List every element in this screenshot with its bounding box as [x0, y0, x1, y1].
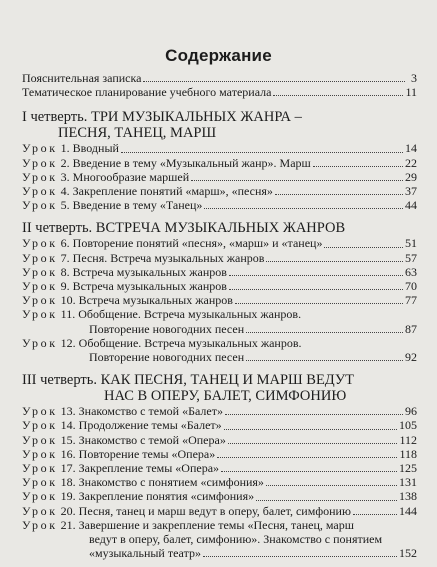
toc-entry[interactable]	[22, 447, 417, 461]
toc-entry[interactable]	[22, 461, 417, 475]
lesson-word: Урок	[22, 432, 58, 447]
quarter-heading-line: II четверть. ВСТРЕЧА МУЗЫКАЛЬНЫХ ЖАНРОВ	[22, 220, 346, 237]
dot-leader	[221, 471, 397, 472]
toc-entry-continued[interactable]	[22, 350, 417, 364]
entry-page: 105	[399, 418, 417, 433]
toc-entry[interactable]	[22, 156, 417, 170]
entry-title: Обобщение. Встреча музыкальных жанров.	[78, 335, 302, 350]
dot-leader	[228, 443, 398, 444]
entry-title: Закрепление темы «Опера»	[78, 461, 220, 476]
quarter-heading-line: III четверть. КАК ПЕСНЯ, ТАНЕЦ И МАРШ ВЕДУТ	[22, 372, 354, 389]
lesson-word: Урок	[22, 475, 58, 490]
lesson-num: 10.	[60, 293, 76, 308]
toc-entry[interactable]	[22, 293, 417, 307]
entry-title-continued: ведут в оперу, балет, симфонию». Знакомство с понятием	[89, 532, 383, 547]
entry-page: 44	[405, 198, 417, 213]
lesson-num: 15.	[60, 432, 76, 447]
page-title: Содержание	[165, 46, 272, 65]
toc-entry[interactable]	[22, 279, 417, 293]
lesson-num: 1.	[60, 141, 70, 156]
dot-leader	[275, 194, 403, 195]
dot-leader	[324, 247, 403, 248]
lesson-word: Урок	[22, 250, 58, 265]
entry-page: 57	[405, 250, 417, 265]
quarter-heading	[22, 220, 417, 236]
entry-page: 118	[399, 446, 417, 461]
dot-leader	[266, 485, 397, 486]
dot-leader	[235, 303, 403, 304]
lesson-num: 19.	[60, 489, 76, 504]
entry-title-continued: Повторение новогодних песен	[89, 321, 245, 336]
lesson-word: Урок	[22, 198, 58, 213]
dot-leader	[121, 152, 403, 153]
lesson-num: 6.	[60, 236, 70, 251]
quarter-heading-line: ПЕСНЯ, ТАНЕЦ, МАРШ	[58, 125, 217, 142]
lesson-num: 11.	[60, 307, 76, 322]
quarter-heading-line: I четверть. ТРИ МУЗЫКАЛЬНЫХ ЖАНРА –	[22, 109, 302, 126]
lesson-num: 5.	[60, 198, 70, 213]
entry-page: 77	[405, 293, 417, 308]
entry-page: 14	[405, 141, 417, 156]
toc-entry[interactable]	[22, 141, 417, 155]
dot-leader	[273, 95, 403, 96]
toc-entry[interactable]	[22, 489, 417, 503]
entry-title: Встреча музыкальных жанров	[72, 264, 227, 279]
entry-page: 112	[399, 432, 417, 447]
dot-leader	[246, 332, 403, 333]
lesson-num: 3.	[60, 169, 70, 184]
quarter-heading	[22, 372, 417, 404]
lesson-num: 2.	[60, 155, 70, 170]
entry-title-continued: «музыкальный театр»	[89, 546, 201, 561]
entry-page: 63	[405, 264, 417, 279]
toc-entry[interactable]	[22, 307, 417, 321]
lesson-word: Урок	[22, 461, 58, 476]
entry-title: Знакомство с понятием «симфония»	[78, 475, 264, 490]
entry-title: Знакомство с темой «Балет»	[78, 404, 223, 419]
dot-leader	[313, 166, 403, 167]
dot-leader	[229, 275, 403, 276]
toc-entry[interactable]	[22, 418, 417, 432]
dot-leader	[225, 414, 403, 415]
entry-title: Вводный	[72, 141, 119, 156]
entry-title: Закрепление понятия «симфония»	[78, 489, 255, 504]
entry-title: Многообразие маршей	[72, 169, 190, 184]
entry-title: Закрепление понятий «марш», «песня»	[72, 184, 273, 199]
lesson-num: 16.	[60, 446, 76, 461]
entry-page: 87	[405, 321, 417, 336]
entry-page: 96	[405, 404, 417, 419]
lesson-word: Урок	[22, 184, 58, 199]
entry-page: 131	[399, 475, 417, 490]
dot-leader	[217, 457, 397, 458]
entry-title: Обобщение. Встреча музыкальных жанров.	[78, 307, 302, 322]
quarter-heading-line: НАС В ОПЕРУ, БАЛЕТ, СИМФОНИЮ	[104, 388, 347, 405]
lesson-word: Урок	[22, 503, 58, 518]
toc-entry[interactable]	[22, 251, 417, 265]
lesson-num: 18.	[60, 475, 76, 490]
dot-leader	[246, 360, 403, 361]
entry-page: 37	[405, 184, 417, 199]
lesson-word: Урок	[22, 404, 58, 419]
quarter-heading	[22, 109, 417, 141]
entry-page: 92	[405, 350, 417, 365]
dot-leader	[256, 500, 397, 501]
toc-entry[interactable]	[22, 404, 417, 418]
entry-page: 138	[399, 489, 417, 504]
toc-entry-continued[interactable]	[22, 546, 417, 560]
dot-leader	[143, 81, 405, 82]
lesson-num: 7.	[60, 250, 70, 265]
lesson-word: Урок	[22, 489, 58, 504]
lesson-word: Урок	[22, 169, 58, 184]
lesson-word: Урок	[22, 517, 58, 532]
dot-leader	[229, 289, 403, 290]
dot-leader	[266, 261, 403, 262]
toc-entry[interactable]	[22, 184, 417, 198]
toc-content	[22, 71, 417, 560]
entry-title: Продолжение темы «Балет»	[78, 418, 222, 433]
entry-title: Тематическое планирование учебного материала	[22, 85, 272, 100]
lesson-num: 4.	[60, 184, 70, 199]
entry-title: Песня. Встреча музыкальных жанров	[72, 250, 265, 265]
entry-title: Введение в тему «Танец»	[72, 198, 203, 213]
dot-leader	[191, 180, 403, 181]
entry-title: Знакомство с темой «Опера»	[78, 432, 226, 447]
dot-leader	[204, 208, 403, 209]
lesson-word: Урок	[22, 335, 58, 350]
toc-entry[interactable]	[22, 236, 417, 250]
lesson-word: Урок	[22, 141, 58, 156]
entry-page: 3	[411, 71, 417, 85]
lesson-word: Урок	[22, 155, 58, 170]
entry-title-continued: Повторение новогодних песен	[89, 350, 245, 365]
entry-page: 70	[405, 279, 417, 294]
lesson-word: Урок	[22, 236, 58, 251]
toc-entry[interactable]	[22, 198, 417, 212]
dot-leader	[353, 514, 397, 515]
entry-page: 51	[405, 236, 417, 251]
lesson-num: 13.	[60, 404, 76, 419]
toc-entry[interactable]	[22, 433, 417, 447]
entry-title: Повторение темы «Опера»	[78, 446, 216, 461]
entry-page: 29	[405, 169, 417, 184]
toc-entry-continued[interactable]	[22, 322, 417, 336]
entry-page: 144	[399, 503, 417, 518]
entry-page: 152	[399, 546, 417, 561]
toc-entry[interactable]	[22, 71, 417, 85]
toc-entry[interactable]	[22, 518, 417, 532]
entry-title: Пояснительная записка	[22, 71, 142, 85]
lesson-num: 8.	[60, 264, 70, 279]
entry-title: Встреча музыкальных жанров	[78, 293, 233, 308]
lesson-num: 20.	[60, 503, 76, 518]
toc-entry[interactable]	[22, 475, 417, 489]
entry-page: 11	[405, 85, 417, 100]
lesson-num: 17.	[60, 461, 76, 476]
entry-title: Повторение понятий «песня», «марш» и «танец»	[72, 236, 323, 251]
lesson-word: Урок	[22, 418, 58, 433]
entry-title: Введение в тему «Музыкальный жанр». Марш	[72, 155, 311, 170]
lesson-word: Урок	[22, 293, 58, 308]
lesson-num: 12.	[60, 335, 76, 350]
entry-title: Завершение и закрепление темы «Песня, танец, марш	[78, 517, 354, 532]
dot-leader	[224, 429, 397, 430]
lesson-num: 9.	[60, 279, 70, 294]
lesson-num: 21.	[60, 517, 76, 532]
entry-page: 125	[399, 461, 417, 476]
toc-entry[interactable]	[22, 504, 417, 518]
dot-leader	[203, 556, 397, 557]
lesson-word: Урок	[22, 279, 58, 294]
intro-section	[22, 71, 417, 99]
lesson-word: Урок	[22, 307, 58, 322]
entry-page: 22	[405, 155, 417, 170]
lesson-word: Урок	[22, 446, 58, 461]
entry-title: Встреча музыкальных жанров	[72, 279, 227, 294]
toc-entry[interactable]	[22, 85, 417, 99]
toc-entry[interactable]	[22, 265, 417, 279]
toc-entry[interactable]	[22, 336, 417, 350]
lesson-word: Урок	[22, 264, 58, 279]
toc-entry[interactable]	[22, 170, 417, 184]
entry-title: Песня, танец и марш ведут в оперу, балет, симфонию	[78, 503, 351, 518]
lesson-num: 14.	[60, 418, 76, 433]
